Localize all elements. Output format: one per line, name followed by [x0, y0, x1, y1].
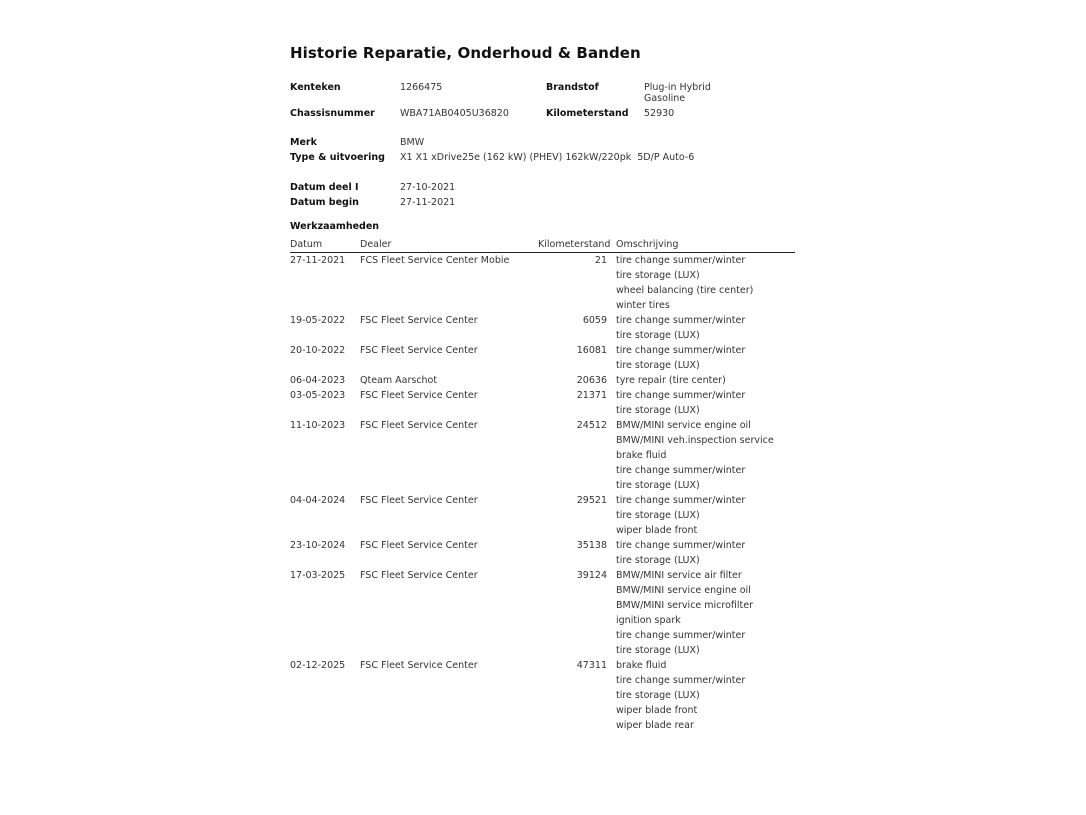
row-kilometerstand: 29521 [576, 495, 607, 506]
row-omschrijving [616, 343, 745, 373]
table-row [290, 493, 795, 538]
row-date: 02-12-2025 [290, 660, 346, 671]
row-kilometerstand: 20636 [576, 375, 607, 386]
kenteken-value: 1266475 [400, 82, 443, 93]
row-kilometerstand: 21371 [576, 390, 607, 401]
row-omschrijving [616, 313, 745, 343]
page-title: Historie Reparatie, Onderhoud & Banden [290, 44, 641, 62]
work-item: wiper blade front [616, 705, 698, 716]
work-item: brake fluid [616, 660, 667, 671]
work-item: tire storage (LUX) [616, 270, 700, 281]
work-item: wheel balancing (tire center) [616, 285, 754, 296]
kenteken-label: Kenteken [290, 82, 341, 93]
work-item: BMW/MINI service microfilter [616, 600, 754, 611]
row-dealer: FSC Fleet Service Center [360, 315, 478, 326]
row-omschrijving [616, 373, 726, 388]
row-dealer: Qteam Aarschot [360, 375, 438, 386]
table-row [290, 373, 795, 388]
table-row [290, 343, 795, 373]
table-header [290, 239, 795, 253]
work-item: BMW/MINI service engine oil [616, 585, 751, 596]
row-omschrijving [616, 538, 745, 568]
work-item: tire storage (LUX) [616, 360, 700, 371]
row-kilometerstand: 6059 [582, 315, 607, 326]
row-date: 17-03-2025 [290, 570, 346, 581]
column-header-omschrijving: Omschrijving [616, 239, 679, 250]
row-date: 23-10-2024 [290, 540, 346, 551]
row-dealer: FSC Fleet Service Center [360, 540, 478, 551]
work-item: winter tires [616, 300, 670, 311]
work-item: BMW/MINI service engine oil [616, 420, 751, 431]
type-value: X1 X1 xDrive25e (162 kW) (PHEV) 162kW/220pk 5D/P Auto-6 [400, 152, 695, 163]
column-header-kilometerstand: Kilometerstand [538, 239, 611, 250]
row-omschrijving [616, 658, 745, 733]
row-omschrijving [616, 253, 753, 313]
work-item: BMW/MINI service air filter [616, 570, 742, 581]
datum-begin-value: 27-11-2021 [400, 197, 456, 208]
merk-value: BMW [400, 137, 425, 148]
work-item: ignition spark [616, 615, 681, 626]
row-omschrijving [616, 568, 753, 658]
work-item: tire change summer/winter [616, 345, 746, 356]
row-dealer: FSC Fleet Service Center [360, 345, 478, 356]
kilometerstand-value: 52930 [644, 108, 675, 119]
chassisnummer-label: Chassisnummer [290, 108, 375, 119]
row-kilometerstand: 21 [594, 255, 607, 266]
row-kilometerstand: 16081 [576, 345, 607, 356]
row-kilometerstand: 47311 [576, 660, 607, 671]
work-item: tire change summer/winter [616, 255, 746, 266]
work-item: tire storage (LUX) [616, 510, 700, 521]
section-title-werkzaamheden: Werkzaamheden [290, 221, 380, 232]
work-item: tyre repair (tire center) [616, 375, 726, 386]
row-date: 19-05-2022 [290, 315, 346, 326]
brandstof-value-line1: Plug-in Hybrid [644, 82, 711, 93]
work-table-body [290, 253, 795, 733]
row-omschrijving [616, 388, 745, 418]
row-date: 20-10-2022 [290, 345, 346, 356]
work-item: brake fluid [616, 450, 667, 461]
datum-deel-value: 27-10-2021 [400, 182, 456, 193]
work-item: tire change summer/winter [616, 540, 746, 551]
row-date: 04-04-2024 [290, 495, 346, 506]
row-kilometerstand: 24512 [576, 420, 607, 431]
datum-deel-label: Datum deel I [290, 182, 359, 193]
chassisnummer-value: WBA71AB0405U36820 [400, 108, 509, 119]
row-dealer: FSC Fleet Service Center [360, 390, 478, 401]
work-item: tire storage (LUX) [616, 645, 700, 656]
row-omschrijving [616, 418, 774, 493]
work-item: tire storage (LUX) [616, 330, 700, 341]
row-dealer: FSC Fleet Service Center [360, 420, 478, 431]
work-item: tire storage (LUX) [616, 480, 700, 491]
row-date: 03-05-2023 [290, 390, 346, 401]
row-kilometerstand: 39124 [576, 570, 607, 581]
brandstof-label: Brandstof [546, 82, 599, 93]
row-dealer: FCS Fleet Service Center Mobie [360, 255, 510, 266]
work-item: tire change summer/winter [616, 630, 746, 641]
table-row [290, 313, 795, 343]
table-row [290, 253, 795, 313]
row-dealer: FSC Fleet Service Center [360, 570, 478, 581]
row-kilometerstand: 35138 [576, 540, 607, 551]
row-dealer: FSC Fleet Service Center [360, 495, 478, 506]
work-item: wiper blade rear [616, 720, 694, 731]
brandstof-value-line2: Gasoline [644, 93, 686, 104]
row-date: 27-11-2021 [290, 255, 346, 266]
row-dealer: FSC Fleet Service Center [360, 660, 478, 671]
table-row [290, 658, 795, 733]
table-row [290, 418, 795, 493]
table-row [290, 538, 795, 568]
work-item: tire change summer/winter [616, 315, 746, 326]
merk-label: Merk [290, 137, 317, 148]
work-item: tire change summer/winter [616, 675, 746, 686]
table-row [290, 388, 795, 418]
work-item: tire change summer/winter [616, 495, 746, 506]
row-omschrijving [616, 493, 745, 538]
column-header-datum: Datum [290, 239, 323, 250]
work-item: tire storage (LUX) [616, 405, 700, 416]
kilometerstand-label: Kilometerstand [546, 108, 629, 119]
datum-begin-label: Datum begin [290, 197, 359, 208]
row-date: 06-04-2023 [290, 375, 346, 386]
type-label: Type & uitvoering [290, 152, 385, 163]
work-item: BMW/MINI veh.inspection service [616, 435, 774, 446]
table-row [290, 568, 795, 658]
work-item: tire change summer/winter [616, 390, 746, 401]
column-header-dealer: Dealer [360, 239, 392, 250]
work-item: tire change summer/winter [616, 465, 746, 476]
work-item: wiper blade front [616, 525, 698, 536]
work-item: tire storage (LUX) [616, 690, 700, 701]
work-item: tire storage (LUX) [616, 555, 700, 566]
row-date: 11-10-2023 [290, 420, 346, 431]
